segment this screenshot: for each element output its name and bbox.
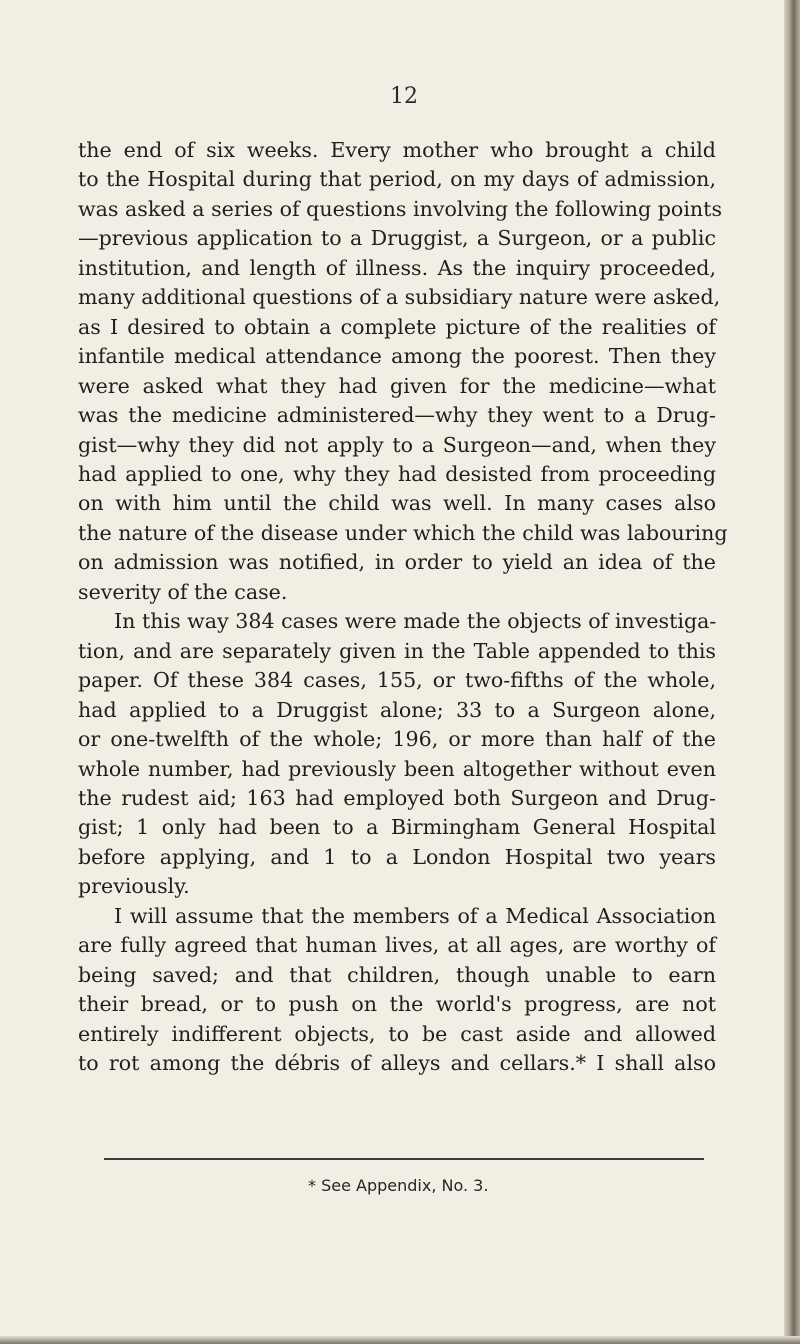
text-line: infantile medical attendance among the poorest. Then they bbox=[78, 344, 716, 369]
text-line: severity of the case. bbox=[78, 579, 288, 604]
text-line: the end of six weeks. Every mother who brought a child bbox=[78, 138, 716, 162]
page-edge-shadow bbox=[784, 0, 800, 1344]
text-line: on admission was notified, in order to yield an idea of the bbox=[78, 550, 716, 575]
text-line: gist; 1 only had been to a Birmingham General Hospital bbox=[78, 815, 716, 840]
text-line: previously. bbox=[78, 874, 190, 899]
text-line: was asked a series of questions involving the following points bbox=[78, 196, 723, 221]
text-line: their bread, or to push on the world's progress, are not bbox=[78, 992, 716, 1017]
text-line: before applying, and 1 to a London Hospital two years bbox=[78, 844, 716, 869]
footnote: * See Appendix, No. 3. bbox=[308, 1176, 489, 1195]
text-line: are fully agreed that human lives, at all ages, are worthy of bbox=[78, 933, 716, 958]
text-line: or one-twelfth of the whole; 196, or more than half of the bbox=[78, 727, 716, 752]
paragraph-3 bbox=[78, 902, 716, 1079]
body-text bbox=[78, 136, 728, 1079]
page-bottom-edge bbox=[0, 1336, 800, 1344]
page-number: 12 bbox=[390, 84, 418, 109]
paragraph-1 bbox=[78, 136, 728, 607]
text-line: was the medicine administered—why they went to a Drug- bbox=[78, 403, 716, 428]
text-line: —previous application to a Druggist, a Surgeon, or a public bbox=[78, 226, 716, 251]
text-line: institution, and length of illness. As the inquiry proceeded, bbox=[78, 255, 716, 280]
text-line: tion, and are separately given in the Table appended to this bbox=[78, 638, 716, 663]
text-line: had applied to one, why they had desisted from proceeding bbox=[78, 461, 716, 486]
text-line: had applied to a Druggist alone; 33 to a Surgeon alone, bbox=[78, 697, 716, 722]
text-line: entirely indifferent objects, to be cast aside and allowed bbox=[78, 1021, 716, 1046]
text-line: paper. Of these 384 cases, 155, or two-fifths of the whole, bbox=[78, 668, 716, 693]
text-line: gist—why they did not apply to a Surgeon—and, when they bbox=[78, 432, 716, 457]
text-line: the nature of the disease under which the child was labouring bbox=[78, 520, 728, 545]
text-line: on with him until the child was well. In many cases also bbox=[78, 491, 716, 516]
text-line: many additional questions of a subsidiary nature were asked, bbox=[78, 285, 721, 310]
text-line: to the Hospital during that period, on my days of admission, bbox=[78, 167, 716, 192]
text-line: whole number, had previously been altogether without even bbox=[78, 756, 716, 781]
paragraph-2 bbox=[78, 607, 716, 902]
text-line: I will assume that the members of a Medical Association bbox=[114, 903, 716, 928]
text-line: being saved; and that children, though unable to earn bbox=[78, 962, 716, 987]
text-line: as I desired to obtain a complete picture of the realities of bbox=[78, 314, 716, 339]
text-line: In this way 384 cases were made the objects of investiga- bbox=[114, 609, 717, 634]
text-line: were asked what they had given for the medicine—what bbox=[78, 373, 716, 398]
footnote-rule bbox=[104, 1158, 704, 1160]
text-line: to rot among the débris of alleys and cellars.* I shall also bbox=[78, 1051, 716, 1076]
text-line: the rudest aid; 163 had employed both Surgeon and Drug- bbox=[78, 785, 716, 810]
